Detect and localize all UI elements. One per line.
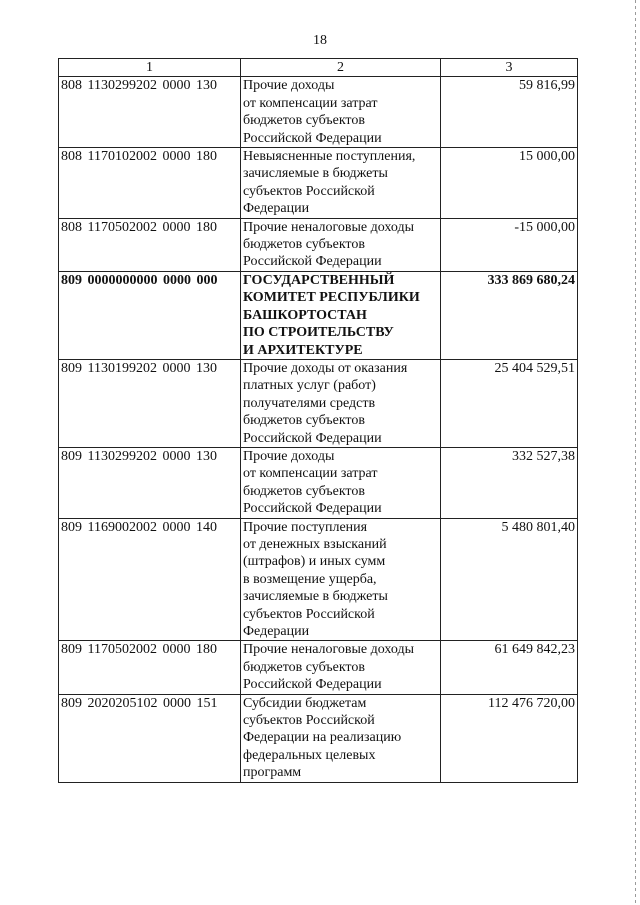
revenue-name-line: бюджетов субъектов — [243, 237, 365, 253]
revenue-name-line: федеральных целевых — [243, 747, 376, 763]
amount-cell: 112 476 720,00 — [441, 694, 578, 782]
revenue-name-line: Российской Федерации — [243, 677, 382, 693]
budget-code-cell: 809 1130299202 0000 130 — [59, 447, 241, 518]
revenue-name-cell — [241, 271, 441, 359]
revenue-name-line: Прочие доходы от оказания — [243, 360, 408, 376]
revenue-name-cell — [241, 518, 441, 641]
revenue-name-cell — [241, 641, 441, 694]
revenue-name-line: Прочие доходы — [243, 78, 335, 94]
revenue-name-cell — [241, 148, 441, 219]
revenue-name-line: бюджетов субъектов — [243, 413, 365, 429]
revenue-name-line: платных услуг (работ) — [243, 378, 376, 394]
table-row — [59, 447, 578, 518]
revenue-name-line: Прочие доходы — [243, 448, 335, 464]
revenue-name-cell — [241, 218, 441, 271]
table-row — [59, 359, 578, 447]
table-header-row — [59, 59, 578, 77]
revenue-name-line: зачисляемые в бюджеты — [243, 589, 388, 605]
revenue-name-line: бюджетов субъектов — [243, 659, 365, 675]
amount-cell: 59 816,99 — [441, 77, 578, 148]
revenue-name-cell — [241, 694, 441, 782]
revenue-name-line: Российской Федерации — [243, 501, 382, 517]
revenue-name-line: ГОСУДАРСТВЕННЫЙ — [243, 272, 395, 288]
budget-code-cell: 809 1130199202 0000 130 — [59, 359, 241, 447]
revenue-name-line: Субсидии бюджетам — [243, 695, 367, 711]
revenue-name-cell — [241, 77, 441, 148]
budget-code-cell: 809 1169002002 0000 140 — [59, 518, 241, 641]
budget-code-cell: 808 1170102002 0000 180 — [59, 148, 241, 219]
budget-code-cell: 809 1170502002 0000 180 — [59, 641, 241, 694]
table-row — [59, 694, 578, 782]
revenue-name-line: получателями средств — [243, 395, 376, 411]
table-row — [59, 148, 578, 219]
revenue-name-line: от компенсации затрат — [243, 95, 378, 111]
revenue-table — [58, 58, 578, 783]
revenue-name-line: субъектов Российской — [243, 606, 375, 622]
revenue-name-line: бюджетов субъектов — [243, 113, 365, 129]
table-row — [59, 518, 578, 641]
revenue-name-line: бюджетов субъектов — [243, 483, 365, 499]
revenue-name-line: БАШКОРТОСТАН — [243, 307, 367, 323]
revenue-name-line: Федерации — [243, 624, 310, 639]
budget-code-cell: 809 2020205102 0000 151 — [59, 694, 241, 782]
revenue-name-line: субъектов Российской — [243, 183, 375, 199]
table-row — [59, 218, 578, 271]
amount-cell: 15 000,00 — [441, 148, 578, 219]
budget-code-cell: 808 1170502002 0000 180 — [59, 218, 241, 271]
revenue-name-line: ПО СТРОИТЕЛЬСТВУ — [243, 325, 394, 341]
amount-cell: 61 649 842,23 — [441, 641, 578, 694]
revenue-name-line: от денежных взысканий — [243, 536, 387, 552]
revenue-name-cell — [241, 359, 441, 447]
amount-cell: 5 480 801,40 — [441, 518, 578, 641]
revenue-name-line: Невыясненные поступления, — [243, 149, 416, 165]
revenue-name-line: программ — [243, 765, 302, 781]
revenue-name-line: Прочие поступления — [243, 519, 368, 535]
page-edge — [635, 0, 636, 905]
table-row — [59, 77, 578, 148]
amount-cell: -15 000,00 — [441, 218, 578, 271]
table-row — [59, 271, 578, 359]
revenue-name-line: Российской Федерации — [243, 130, 382, 146]
revenue-name-line: Российской Федерации — [243, 430, 382, 446]
revenue-name-line: в возмещение ущерба, — [243, 571, 377, 587]
revenue-name-line: зачисляемые в бюджеты — [243, 166, 388, 182]
column-header-amount: 3 — [441, 59, 578, 77]
amount-cell: 25 404 529,51 — [441, 359, 578, 447]
revenue-name-line: (штрафов) и иных сумм — [243, 554, 386, 570]
revenue-name-line: Прочие неналоговые доходы — [243, 642, 415, 658]
column-header-name: 2 — [241, 59, 441, 77]
revenue-name-line: КОМИТЕТ РЕСПУБЛИКИ — [243, 290, 420, 306]
table-body — [59, 77, 578, 782]
revenue-name-line: Российской Федерации — [243, 254, 382, 270]
budget-code-cell: 809 0000000000 0000 000 — [59, 271, 241, 359]
amount-cell: 332 527,38 — [441, 447, 578, 518]
budget-code-cell: 808 1130299202 0000 130 — [59, 77, 241, 148]
revenue-name-line: от компенсации затрат — [243, 466, 378, 482]
revenue-name-line: субъектов Российской — [243, 713, 375, 729]
revenue-name-line: Прочие неналоговые доходы — [243, 219, 415, 235]
revenue-name-line: Федерации на реализацию — [243, 730, 402, 746]
table-row — [59, 641, 578, 694]
revenue-name-line: Федерации — [243, 201, 310, 217]
revenue-name-cell — [241, 447, 441, 518]
page-number: 18 — [313, 33, 327, 48]
revenue-name-line: И АРХИТЕКТУРЕ — [243, 342, 363, 358]
amount-cell: 333 869 680,24 — [441, 271, 578, 359]
column-header-code: 1 — [59, 59, 241, 77]
